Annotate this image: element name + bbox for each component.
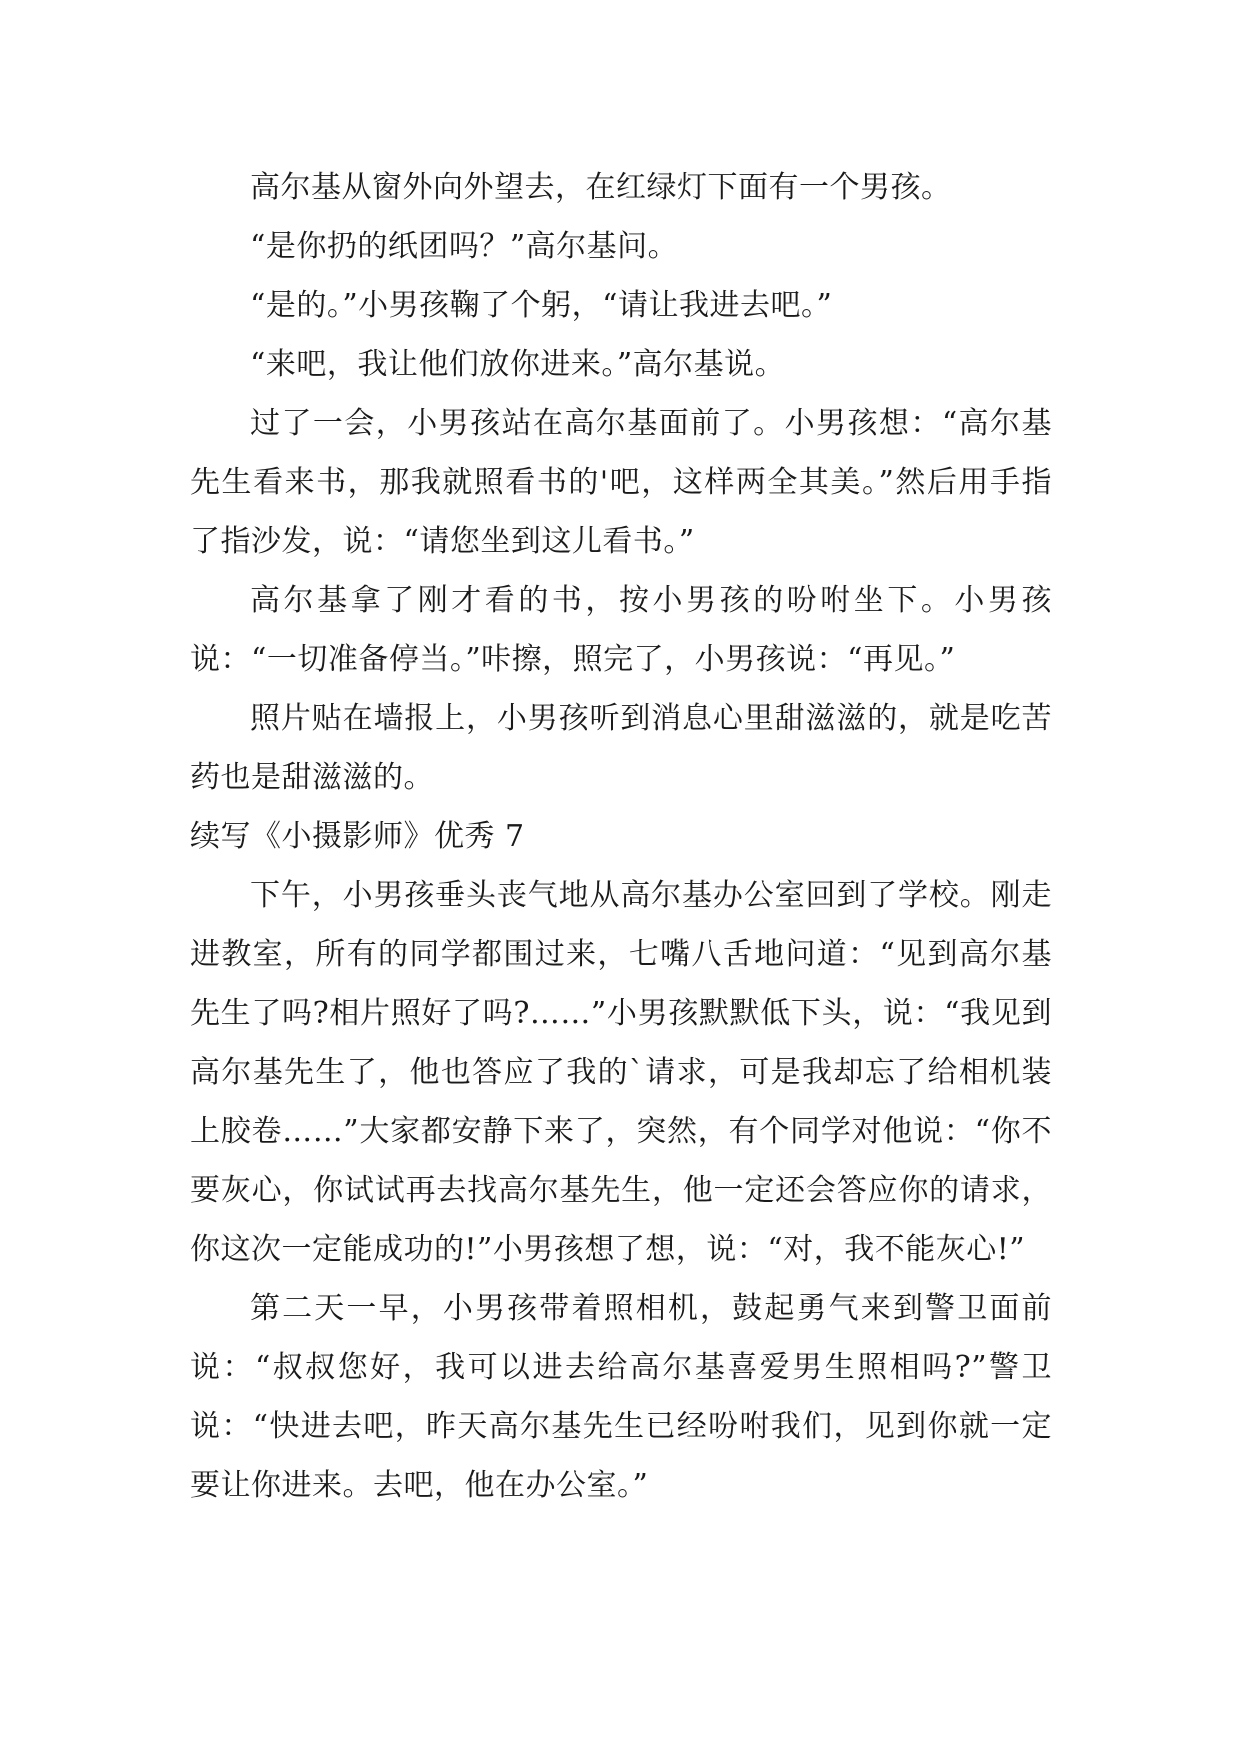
paragraph: “来吧，我让他们放你进来。”高尔基说。 [250, 347, 786, 382]
document-page [190, 158, 1052, 1515]
paragraph: “是的。”小男孩鞠了个躬，“请让我进去吧。” [250, 288, 833, 323]
paragraph: “是你扔的纸团吗？”高尔基问。 [250, 229, 679, 264]
paragraph: 第二天一早，小男孩带着照相机，鼓起勇气来到警卫面前说：“叔叔您好，我可以进去给高尔基喜爱男生照相吗?”警卫说：“快进去吧，昨天高尔基先生已经吩咐我们，见到你就一定要让你进来。去吧，他在办公室。” [190, 1291, 1052, 1503]
paragraph: 高尔基从窗外向外望去，在红绿灯下面有一个男孩。 [250, 170, 952, 205]
paragraph: 过了一会，小男孩站在高尔基面前了。小男孩想：“高尔基先生看来书，那我就照看书的'吧，这样两全其美。”然后用手指了指沙发，说：“请您坐到这儿看书。” [190, 406, 1052, 559]
paragraph: 下午，小男孩垂头丧气地从高尔基办公室回到了学校。刚走进教室，所有的同学都围过来，七嘴八舌地问道：“见到高尔基先生了吗?相片照好了吗?……”小男孩默默低下头，说：“我见到高尔基先生了，他也答应了我的`请求，可是我却忘了给相机装上胶卷……”大家都安静下来了，突然，有个同学对他说：“你不要灰心，你试试再去找高尔基先生，他一定还会答应你的请求，你这次一定能成功的!”小男孩想了想，说：“对，我不能灰心!” [190, 878, 1052, 1267]
paragraph: 高尔基拿了刚才看的书，按小男孩的吩咐坐下。小男孩说：“一切准备停当。”咔擦，照完了，小男孩说：“再见。” [190, 583, 1052, 677]
section-heading: 续写《小摄影师》优秀 7 [190, 819, 525, 854]
paragraph: 照片贴在墙报上，小男孩听到消息心里甜滋滋的，就是吃苦药也是甜滋滋的。 [190, 701, 1052, 795]
